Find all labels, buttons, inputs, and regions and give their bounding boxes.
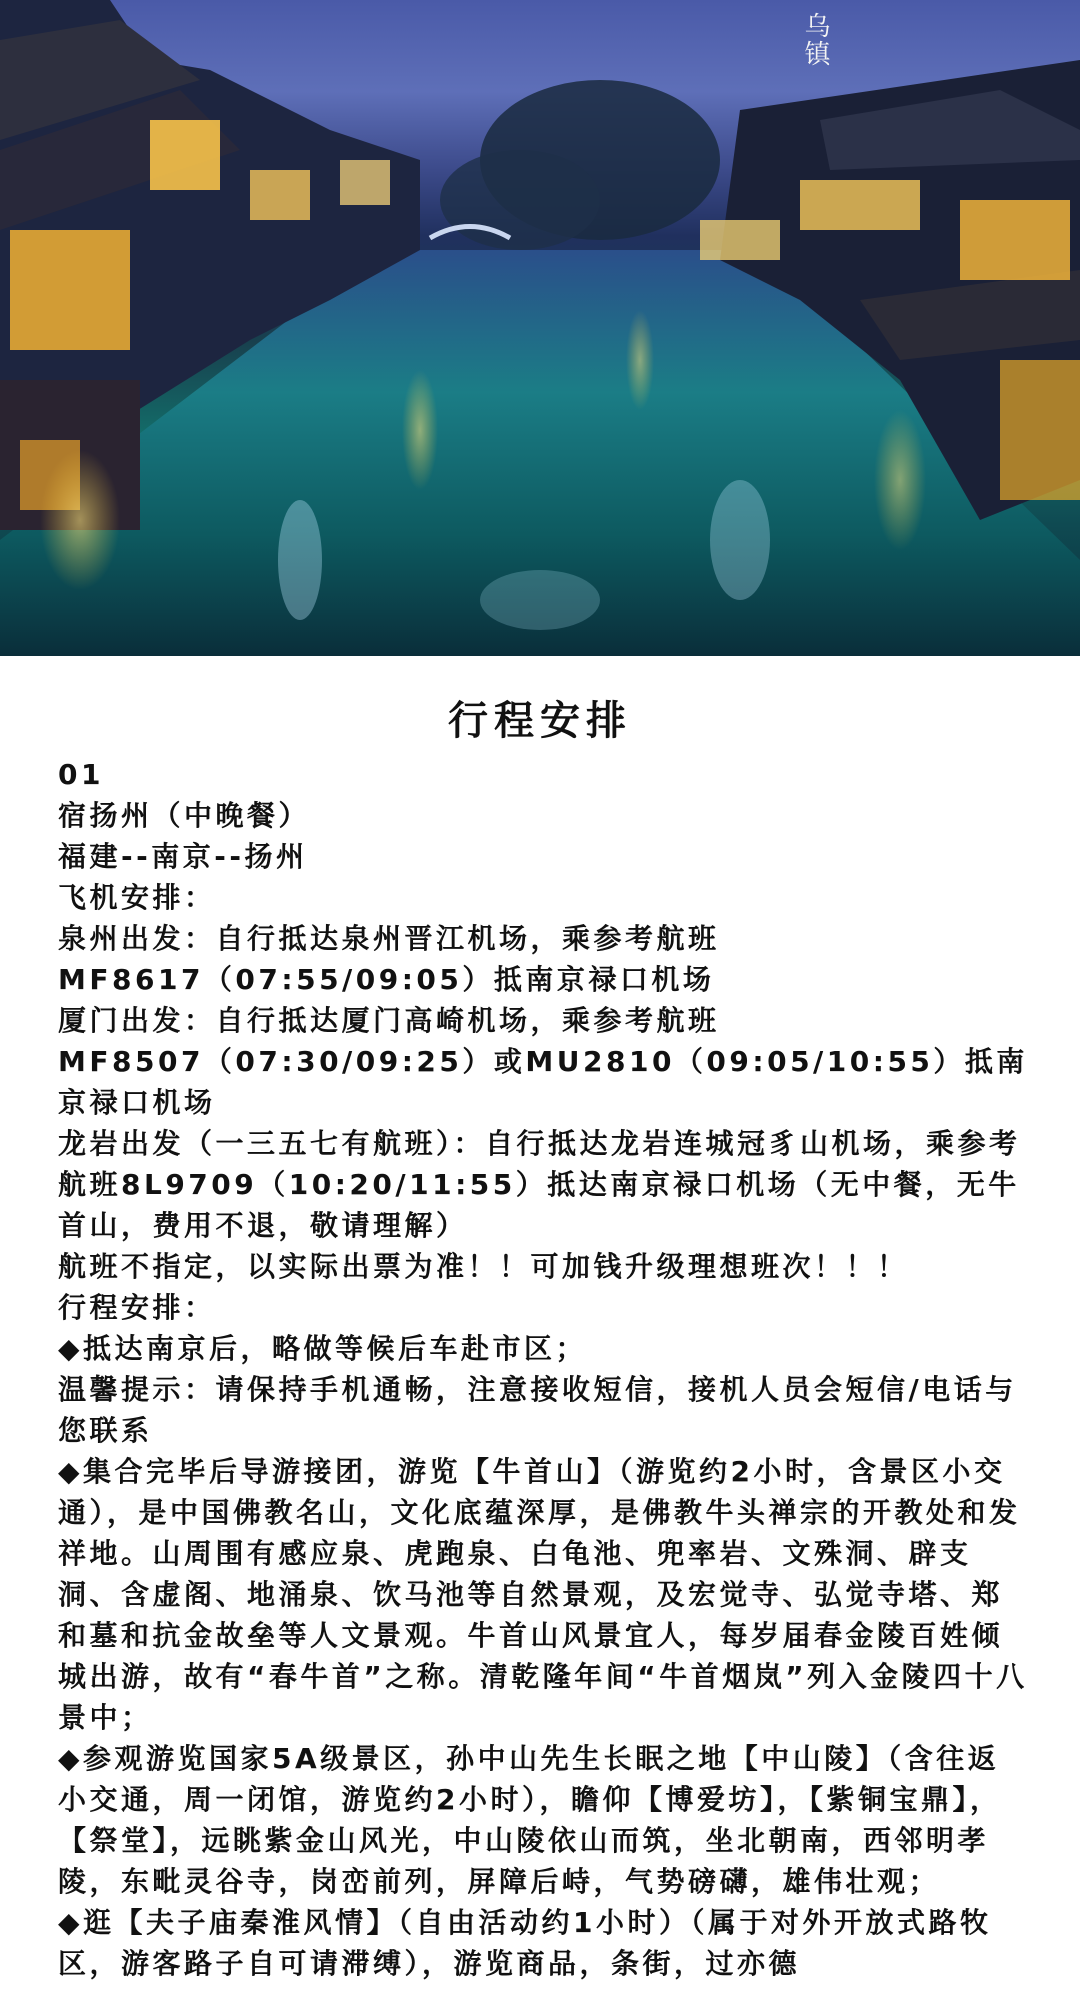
flight-longyan: 龙岩出发（一三五七有航班）：自行抵达龙岩连城冠豸山机场，乘参考航班8L9709（10:20/11:55）抵达南京禄口机场（无中餐，无牛首山，费用不退，敬请理解） [58,1127,1021,1242]
itinerary-body [58,754,1030,1984]
schedule-niushoushan: ◆集合完毕后导游接团，游览【牛首山】（游览约2小时，含景区小交通），是中国佛教名山，文化底蕴深厚，是佛教牛头禅宗的开教处和发祥地。山周围有感应泉、虎跑泉、白龟池、兜率岩、文殊洞、辟支洞、含虚阁、地涌泉、饮马池等自然景观，及宏觉寺、弘觉寺塔、郑和墓和抗金故垒等人文景观。牛首山风景宜人，每岁届春金陵百姓倾城出游，故有“春牛首”之称。清乾隆年间“牛首烟岚”列入金陵四十八景中； [58,1455,1028,1734]
schedule-fuzimiao: ◆逛【夫子庙秦淮风情】（自由活动约1小时）（属于对外开放式路牧区，游客路子自可请滞缚），游览商品，条街，过亦德 [58,1906,992,1980]
hero-caption: 乌镇 [800,12,830,68]
day-overview: 宿扬州（中晚餐） [58,799,311,832]
section-title: 行程安排 [448,698,632,744]
flight-xiamen-detail: MF8507（07:30/09:25）或MU2810（09:05/10:55）抵南京禄口机场 [58,1045,1028,1119]
day-number: 01 [58,758,104,791]
day-route: 福建--南京--扬州 [58,840,308,873]
flight-note: 航班不指定，以实际出票为准！！可加钱升级理想班次！！！ [58,1250,909,1283]
hero-image [0,0,1080,656]
schedule-arrival: ◆抵达南京后，略做等候后车赴市区； [58,1332,588,1365]
flight-quanzhou-detail: MF8617（07:55/09:05）抵南京禄口机场 [58,963,715,996]
itinerary-section [0,656,1080,1984]
schedule-zhongshanling: ◆参观游览国家5A级景区，孙中山先生长眠之地【中山陵】（含往返小交通，周一闭馆，游览约2小时），瞻仰【博爱坊】，【紫铜宝鼎】，【祭堂】，远眺紫金山风光，中山陵依山而筑，坐北朝南，西邻明孝陵，东毗灵谷寺，岗峦前列，屏障后峙，气势磅礴，雄伟壮观； [58,1742,1002,1898]
flight-xiamen: 厦门出发：自行抵达厦门高崎机场，乘参考航班 [58,1004,720,1037]
night-canal-illustration [0,0,1080,656]
schedule-heading: 行程安排： [58,1291,216,1324]
schedule-tip: 温馨提示：请保持手机通畅，注意接收短信，接机人员会短信/电话与您联系 [58,1373,1017,1447]
flight-heading: 飞机安排： [58,881,216,914]
flight-quanzhou: 泉州出发：自行抵达泉州晋江机场，乘参考航班 [58,922,720,955]
